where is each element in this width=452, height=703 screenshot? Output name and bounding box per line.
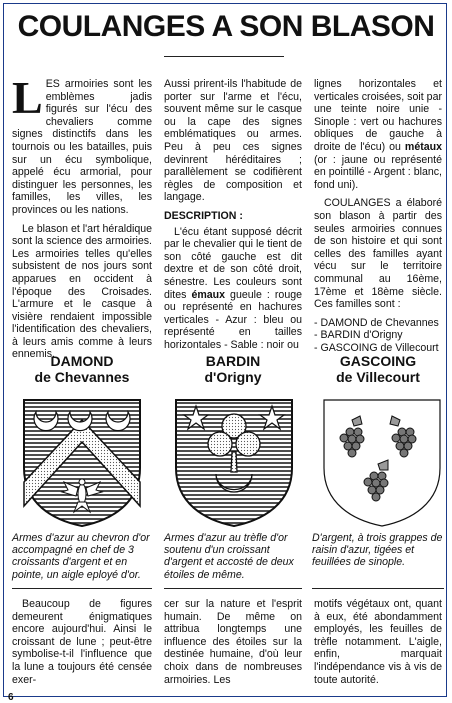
- drop-cap: L: [12, 72, 43, 123]
- bottom-column-2: cer sur la nature et l'esprit humain. De même on attribua longtemps une influence des étoiles sur la destinée humaine, d'où leur choix dans de nombreuses armoiries. Les: [164, 598, 302, 686]
- family-list-item: - GASCOING de Villecourt: [314, 341, 439, 354]
- habit-paragraph: Aussi prirent-ils l'habitude de porter sur l'arme et l'écu, souvent même sur le casque ou la cape des signes emblématiques ou armes. Peu à peu ces signes devinrent héréditaires ; parallèlement se codifièrent règles de composition et langage.: [164, 78, 302, 204]
- caption-gascoing: D'argent, à trois grappes de raisin d'azur, tigées et feuillées de sinople.: [312, 532, 443, 569]
- caption-bardin: Armes d'azur au trèfle d'or soutenu d'un croissant d'argent et accosté de deux étoiles de même.: [164, 532, 294, 581]
- intro-paragraph: [12, 72, 152, 217]
- blason-paragraph: Le blason et l'art héraldique sont la science des armoiries. Les armoiries telles qu'elles subsistent de nos jours sont apparues en occident à l'époque des Croisades. L'armure et le casque à visière rendaient impossible l'identification des chevaliers, à leurs amis comme à leurs ennemis.: [12, 222, 152, 361]
- intro-text: ES armoiries sont les emblèmes jadis figurés sur l'écu des chevaliers comme signes distinctifs dans les tournois ou les batailles, puis sur un écu symbolique, appelé écu armorial, pour distinguer les personnes, les familles, les villes, les provinces ou les nations.: [12, 78, 152, 216]
- colors-paragraph: lignes horizontales et verticales croisées, soit par une teinte noire unie - Sinople : vert ou hachures obliques de gauche à droite de l'écu) ou métaux (or : jaune ou représenté en pointillé - Argent : blanc, fond uni).: [314, 78, 442, 191]
- page-title: COULANGES A SON BLASON: [17, 10, 435, 43]
- column-3: [314, 78, 442, 354]
- bottom-column-1: Beaucoup de figures demeurent énigmatiques encore aujourd'hui. Ainsi le croissant de lune ; peut-être symbolise-t-il l'influence que la lune a toujours été censée exer-: [12, 598, 152, 686]
- page-number: 6: [8, 692, 14, 703]
- description-paragraph: L'écu étant supposé décrit par le chevalier qui le tient de son côté gauche est dit dextre et de son côté droit, sénestre. Les couleurs sont dites émaux gueule : rouge ou représenté en hachures verticales - Azur : bleu ou représenté en tailles horizontales - Sable : noir ou: [164, 225, 303, 351]
- family-list-item: - BARDIN d'Origny: [314, 329, 403, 342]
- bottom-column-3: motifs végétaux ont, quant à eux, été abondamment employés, les feuilles de trèfle notamment. L'aigle, enfin, marquait l'indépendance vis à vis de toute autorité.: [314, 598, 442, 686]
- bardin-coat-of-arms: [174, 398, 294, 528]
- family-name-gascoing: GASCOING de Villecourt: [336, 353, 420, 385]
- section-rule: [312, 588, 444, 589]
- page-frame: [3, 3, 447, 703]
- coulanges-paragraph: COULANGES a élaboré son blason à partir des seules armoiries connues de son histoire et qui sont celles des familles ayant vécu sur le territoire communal au 16ème, 17ème et 18ème siècle. Ces familles sont :: [314, 197, 442, 311]
- family-name-bardin: BARDIN d'Origny: [204, 353, 262, 385]
- section-rule: [12, 588, 152, 589]
- description-heading: DESCRIPTION :: [164, 209, 243, 222]
- column-2: [164, 78, 302, 357]
- section-rule: [164, 588, 302, 589]
- gascoing-coat-of-arms: [322, 398, 442, 528]
- title-rule: [164, 56, 284, 57]
- family-name-damond: DAMOND de Chevannes: [34, 353, 130, 385]
- family-list: [314, 317, 442, 355]
- family-list-item: - DAMOND de Chevannes: [314, 316, 439, 329]
- caption-damond: Armes d'azur au chevron d'or accompagné en chef de 3 croissants d'argent et en pointe, un aigle eployé d'or.: [12, 532, 150, 581]
- damond-coat-of-arms: [22, 398, 142, 528]
- column-1: [12, 72, 152, 367]
